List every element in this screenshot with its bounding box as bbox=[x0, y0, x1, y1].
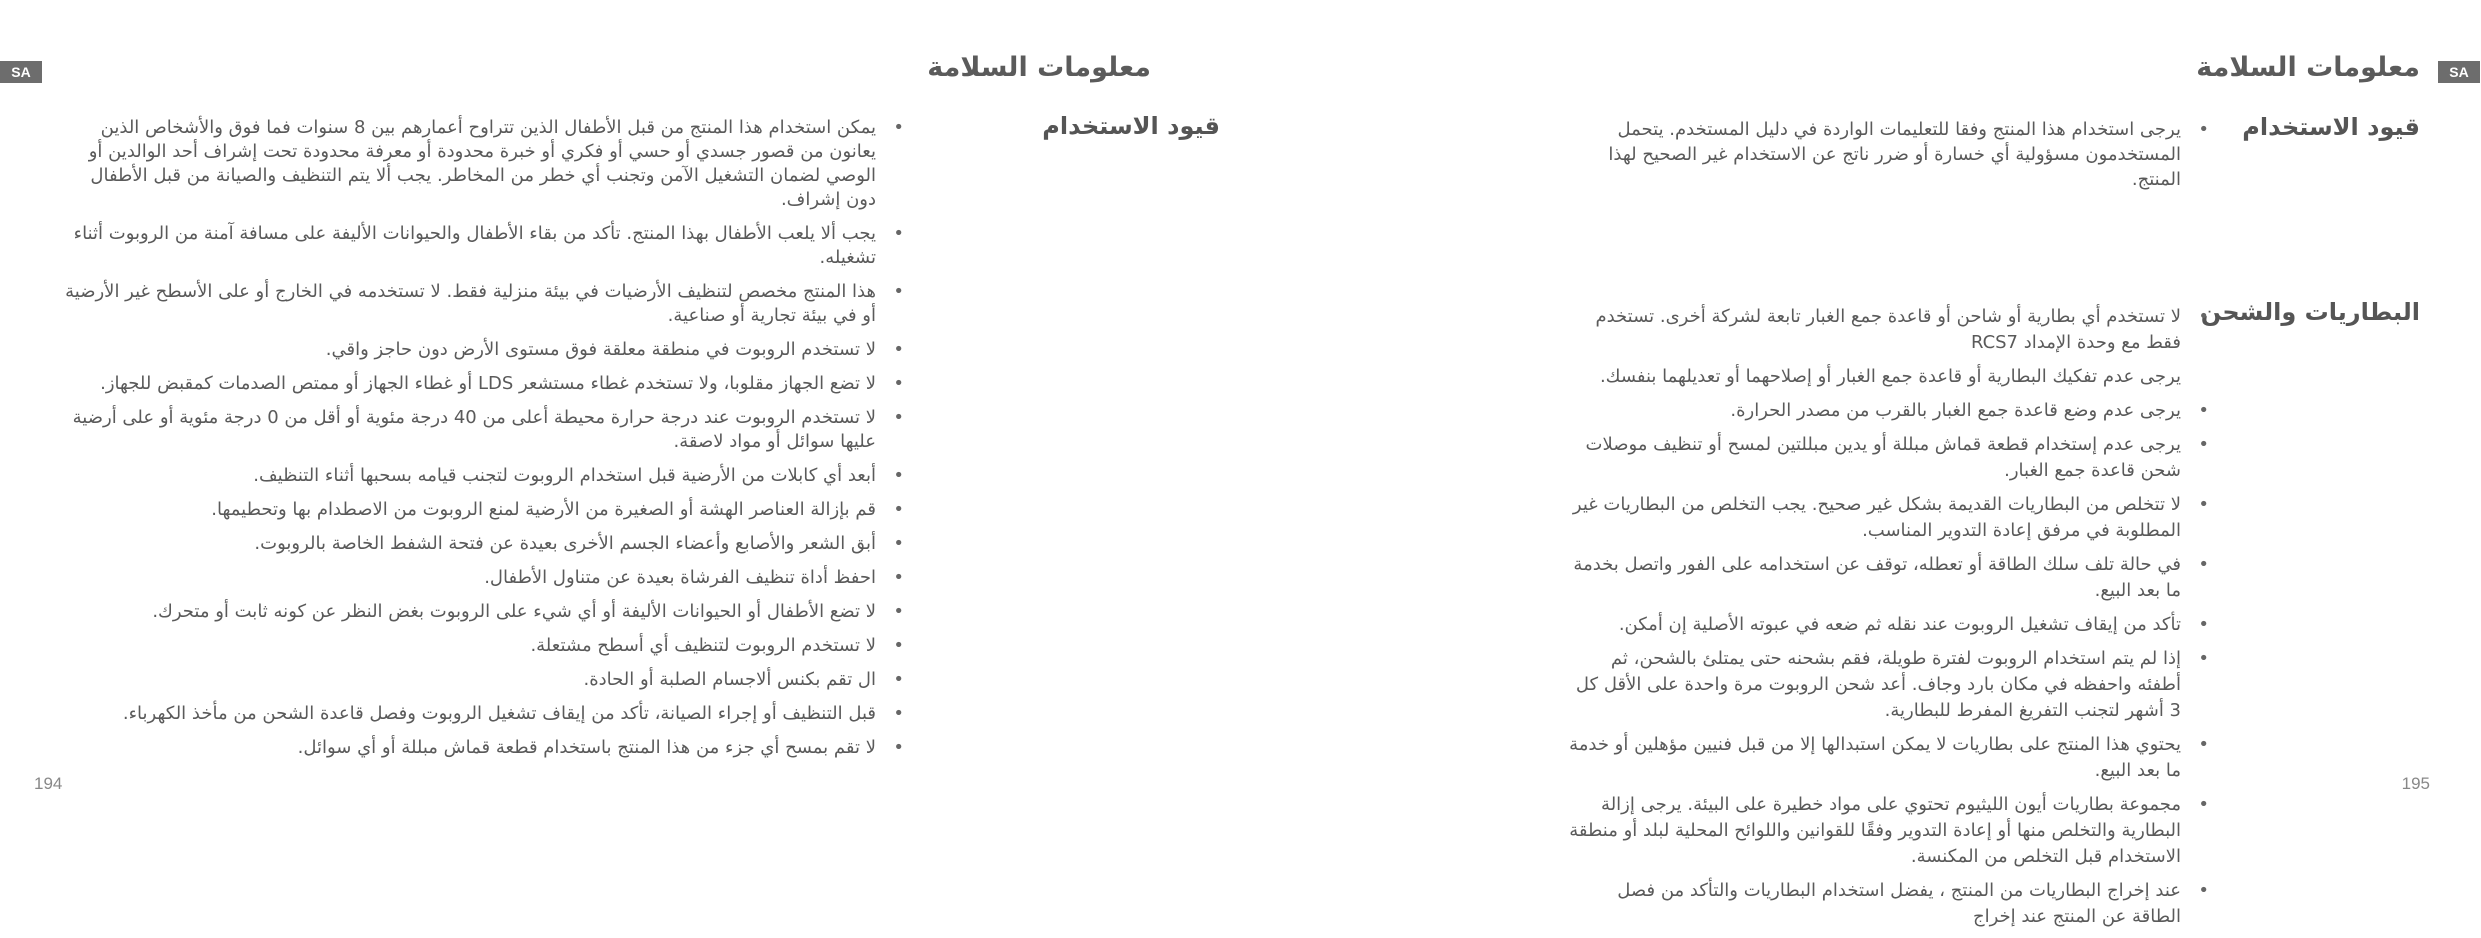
left-page bbox=[0, 0, 1240, 827]
list-item: • احفظ أداة تنظيف الفرشاة بعيدة عن متناول الأطفال. bbox=[60, 566, 910, 590]
list-item: • مجموعة بطاريات أيون الليثيوم تحتوي على مواد خطيرة على البيئة. يرجى إزالة البطارية والتخلص منها أو إعادة التدوير وفقًا للقوانين واللوائح المحلية لبلد أو منطقة الاستخدام قبل التخلص من المكنسة. bbox=[1565, 792, 2215, 870]
language-badge: SA bbox=[0, 61, 42, 83]
usage-restrictions-heading: قيود الاستخدام bbox=[1042, 112, 1220, 140]
list-item: • يرجى استخدام هذا المنتج وفقا للتعليمات الواردة في دليل المستخدم. يتحمل المستخدمون مسؤولية أي خسارة أو ضرر ناتج عن الاستخدام غير الصحيح لهذا المنتج. bbox=[1565, 117, 2215, 192]
list-item: • يحتوي هذا المنتج على بطاريات لا يمكن استبدالها إلا من قبل فنيين مؤهلين أو خدمة ما بعد البيع. bbox=[1565, 732, 2215, 784]
list-item: • يجب ألا يلعب الأطفال بهذا المنتج. تأكد من بقاء الأطفال والحيوانات الأليفة على مسافة آمنة من الروبوت أثناء تشغيله. bbox=[60, 222, 910, 270]
usage-restrictions-list bbox=[1565, 117, 2215, 192]
usage-restrictions-heading: قيود الاستخدام bbox=[2242, 113, 2420, 141]
list-item: • أبق الشعر والأصابع وأعضاء الجسم الأخرى بعيدة عن فتحة الشفط الخاصة بالروبوت. bbox=[60, 532, 910, 556]
list-item: • لا تقم بمسح أي جزء من هذا المنتج باستخدام قطعة قماش مبللة أو أي سوائل. bbox=[60, 736, 910, 760]
page-number: 195 bbox=[2401, 774, 2430, 793]
list-item: • لا تضع الأطفال أو الحيوانات الأليفة أو أي شيء على الروبوت بغض النظر عن كونه ثابت أو متحرك. bbox=[60, 600, 910, 624]
list-item: • عند إخراج البطاريات من المنتج ، يفضل استخدام البطاريات والتأكد من فصل الطاقة عن المنتج عند إخراج bbox=[1565, 878, 2215, 930]
list-item: • إذا لم يتم استخدام الروبوت لفترة طويلة، فقم بشحنه حتى يمتلئ بالشحن، ثم أطفئه واحفظه في مكان بارد وجاف. أعد شحن الروبوت مرة واحدة على الأقل كل 3 أشهر لتجنب التفريغ المفرط للبطارية. bbox=[1565, 646, 2215, 724]
list-item: يرجى عدم تفكيك البطارية أو قاعدة جمع الغبار أو إصلاحهما أو تعديلهما بنفسك. bbox=[1599, 366, 2181, 387]
list-item: • في حالة تلف سلك الطاقة أو تعطله، توقف عن استخدامه على الفور واتصل بخدمة ما بعد البيع. bbox=[1565, 552, 2215, 604]
list-item: • ال تقم بكنس ألاجسام الصلبة أو الحادة. bbox=[60, 668, 910, 692]
batteries-charging-list bbox=[1565, 304, 2215, 938]
list-item: • يرجى عدم وضع قاعدة جمع الغبار بالقرب من مصدر الحرارة. bbox=[1565, 398, 2215, 424]
list-item: • لا تستخدم الروبوت لتنظيف أي أسطح مشتعلة. bbox=[60, 634, 910, 658]
list-item: • لا تستخدم الروبوت عند درجة حرارة محيطة أعلى من 40 درجة مئوية أو أقل من 0 درجة مئوية أو على أرضية عليها سوائل أو مواد لاصقة. bbox=[60, 406, 910, 454]
list-item: • يرجى عدم إستخدام قطعة قماش مبللة أو يدين مبللتين لمسح أو تنظيف موصلات شحن قاعدة جمع الغبار. bbox=[1565, 432, 2215, 484]
page-title: معلومات السلامة bbox=[2196, 52, 2420, 83]
right-page bbox=[1240, 0, 2480, 927]
page-title: معلومات السلامة bbox=[927, 52, 1151, 83]
list-item: • لا تضع الجهاز مقلوبا، ولا تستخدم غطاء مستشعر LDS أو غطاء الجهاز أو ممتص الصدمات كمقبض للجهاز. bbox=[60, 372, 910, 396]
list-item: • يمكن استخدام هذا المنتج من قبل الأطفال الذين تتراوح أعمارهم بين 8 سنوات فما فوق والأشخاص الذين يعانون من قصور جسدي أو حسي أو فكري أو خبرة محدودة أو معرفة محدودة تحت إشراف أحد الوالدين أو الوصي لضمان التشغيل الآمن وتجنب أي خطر من المخاطر. يجب ألا يتم التنظيف والصيانة من قبل الأطفال دون إشراف. bbox=[60, 116, 910, 212]
list-item: • تأكد من إيقاف تشغيل الروبوت عند نقله ثم ضعه في عبوته الأصلية إن أمكن. bbox=[1565, 612, 2215, 638]
page-number: 194 bbox=[34, 774, 63, 793]
list-item: • لا تستخدم أي بطارية أو شاحن أو قاعدة جمع الغبار تابعة لشركة أخرى. تستخدم فقط مع وحدة الإمداد RCS7 bbox=[1565, 304, 2215, 356]
usage-restrictions-list bbox=[60, 116, 910, 770]
list-item: • قبل التنظيف أو إجراء الصيانة، تأكد من إيقاف تشغيل الروبوت وفصل قاعدة الشحن من مأخذ الكهرباء. bbox=[60, 702, 910, 726]
language-badge: SA bbox=[2438, 61, 2480, 83]
list-item: • أبعد أي كابلات من الأرضية قبل استخدام الروبوت لتجنب قيامه بسحبها أثناء التنظيف. bbox=[60, 464, 910, 488]
list-item: • لا تستخدم الروبوت في منطقة معلقة فوق مستوى الأرض دون حاجز واقي. bbox=[60, 338, 910, 362]
batteries-charging-heading: البطاريات والشحن bbox=[2200, 298, 2420, 326]
list-item: • لا تتخلص من البطاريات القديمة بشكل غير صحيح. يجب التخلص من البطاريات غير المطلوبة في مرفق إعادة التدوير المناسب. bbox=[1565, 492, 2215, 544]
list-item: • قم بإزالة العناصر الهشة أو الصغيرة من الأرضية لمنع الروبوت من الاصطدام بها وتحطيمها. bbox=[60, 498, 910, 522]
list-item: • هذا المنتج مخصص لتنظيف الأرضيات في بيئة منزلية فقط. لا تستخدمه في الخارج أو على الأسطح غير الأرضية أو في بيئة تجارية أو صناعية. bbox=[60, 280, 910, 328]
